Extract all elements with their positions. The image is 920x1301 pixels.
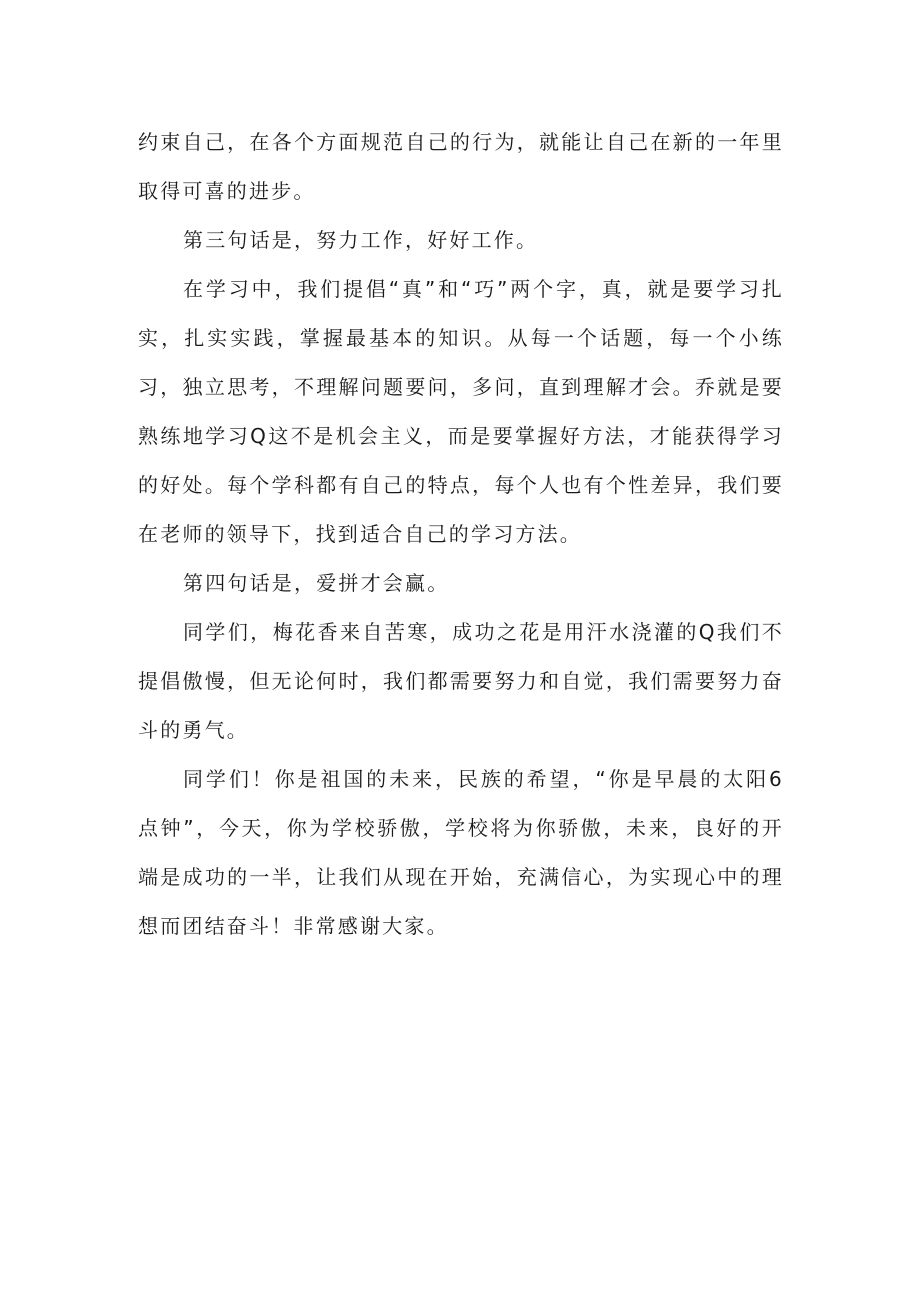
paragraph-plum-blossom: 同学们，梅花香来自苦寒，成功之花是用汗水浇灌的Q我们不提倡傲慢，但无论何时，我们都需要努力和自觉，我们需要努力奋斗的勇气。 <box>138 620 784 742</box>
paragraph-third-point: 第三句话是，努力工作，好好工作。 <box>183 228 539 252</box>
paragraph-continuation: 约束自己，在各个方面规范自己的行为，就能让自己在新的一年里取得可喜的进步。 <box>138 130 784 203</box>
paragraph-closing: 同学们！你是祖国的未来，民族的希望，“你是早晨的太阳6点钟”，今天，你为学校骄傲，学校将为你骄傲，未来，良好的开端是成功的一半，让我们从现在开始，充满信心，为实现心中的理想而团结奋斗！非常感谢大家。 <box>138 767 784 938</box>
document-body <box>138 118 784 951</box>
paragraph-fourth-point: 第四句话是，爱拼才会赢。 <box>183 571 450 595</box>
paragraph-study-method: 在学习中，我们提倡“真”和“巧”两个字，真，就是要学习扎实，扎实实践，掌握最基本的知识。从每一个话题，每一个小练习，独立思考，不理解问题要问，多问，直到理解才会。乔就是要熟练地学习Q这不是机会主义，而是要掌握好方法，才能获得学习的好处。每个学科都有自己的特点，每个人也有个性差异，我们要在老师的领导下，找到适合自己的学习方法。 <box>138 277 784 546</box>
